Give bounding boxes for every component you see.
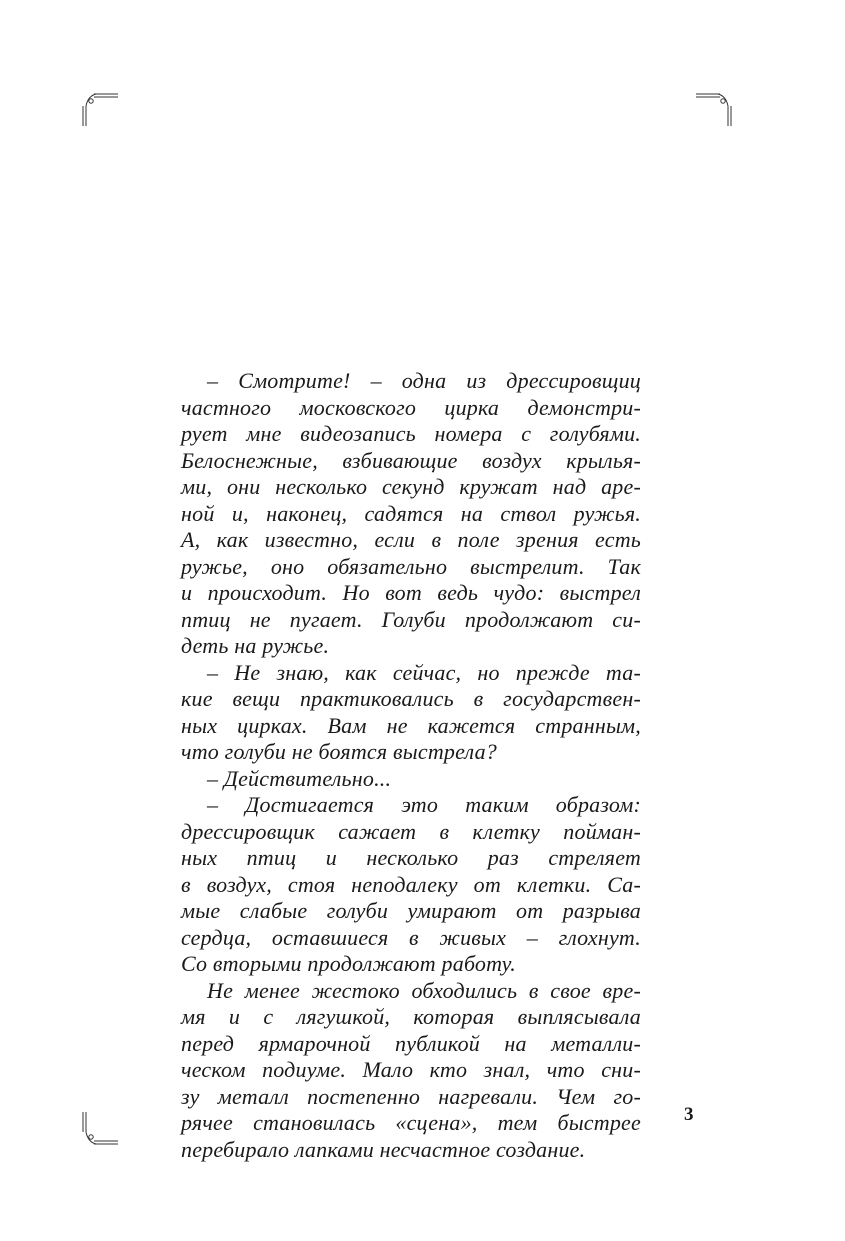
text-line: мя и с лягушкой, которая выплясывала — [181, 1004, 641, 1029]
text-line: рячее становилась «сцена», тем быстрее — [181, 1110, 641, 1135]
text-line: перед ярмарочной публикой на металли- — [181, 1030, 641, 1056]
page-number: 3 — [684, 1104, 694, 1125]
text-line: перебирало лапками несчастное создание. — [181, 1136, 586, 1162]
text-line: частного московского цирка демонстри- — [181, 394, 641, 420]
text-line: ных птиц и несколько раз стреляет — [181, 845, 641, 870]
text-line: дрессировщик сажает в клетку пойман- — [181, 818, 641, 844]
text-line: – Смотрите! – одна из дрессировщиц — [207, 368, 641, 393]
text-line: птиц не пугает. Голуби продолжают си- — [181, 606, 641, 632]
text-line: зу металл постепенно нагревали. Чем го- — [181, 1083, 641, 1109]
text-line: – Не знаю, как сейчас, но прежде та- — [207, 659, 641, 685]
text-line: ческом подиуме. Мало кто знал, что сни- — [181, 1057, 641, 1082]
paragraph — [181, 978, 641, 1164]
text-line: что голуби не боятся выстрела? — [181, 739, 497, 764]
text-line: А, как известно, если в поле зрения есть — [181, 527, 641, 552]
text-line: ной и, наконец, садятся на ствол ружья. — [181, 500, 641, 526]
corner-ornament-top-right-icon — [694, 88, 734, 128]
text-line: в воздух, стоя неподалеку от клетки. Са- — [181, 871, 641, 897]
paragraph — [181, 368, 641, 660]
paragraph — [181, 660, 641, 766]
paragraph — [181, 766, 641, 793]
text-line: и происходит. Но вот ведь чудо: выстрел — [181, 580, 641, 605]
corner-ornament-top-left-icon — [80, 88, 120, 128]
text-line: ных цирках. Вам не кажется странным, — [181, 712, 641, 738]
text-line: – Действительно... — [207, 765, 392, 791]
text-line: Не менее жестоко обходились в свое вре- — [207, 977, 641, 1003]
text-line: ружье, оно обязательно выстрелит. Так — [181, 553, 641, 579]
text-line: – Достигается это таким образом: — [207, 792, 641, 817]
text-line: деть на ружье. — [181, 633, 330, 658]
body-text — [181, 368, 641, 1163]
paragraph — [181, 792, 641, 978]
text-line: кие вещи практиковались в государствен- — [181, 686, 641, 711]
corner-ornament-bottom-left-icon — [80, 1110, 120, 1150]
text-line: сердца, оставшиеся в живых – глохнут. — [181, 924, 641, 950]
text-line: рует мне видеозапись номера с голубями. — [181, 421, 641, 446]
text-line: ми, они несколько секунд кружат над аре- — [181, 474, 641, 499]
text-line: мые слабые голуби умирают от разрыва — [181, 898, 641, 923]
text-line: Со вторыми продолжают работу. — [181, 951, 516, 976]
text-line: Белоснежные, взбивающие воздух крылья- — [181, 447, 641, 473]
